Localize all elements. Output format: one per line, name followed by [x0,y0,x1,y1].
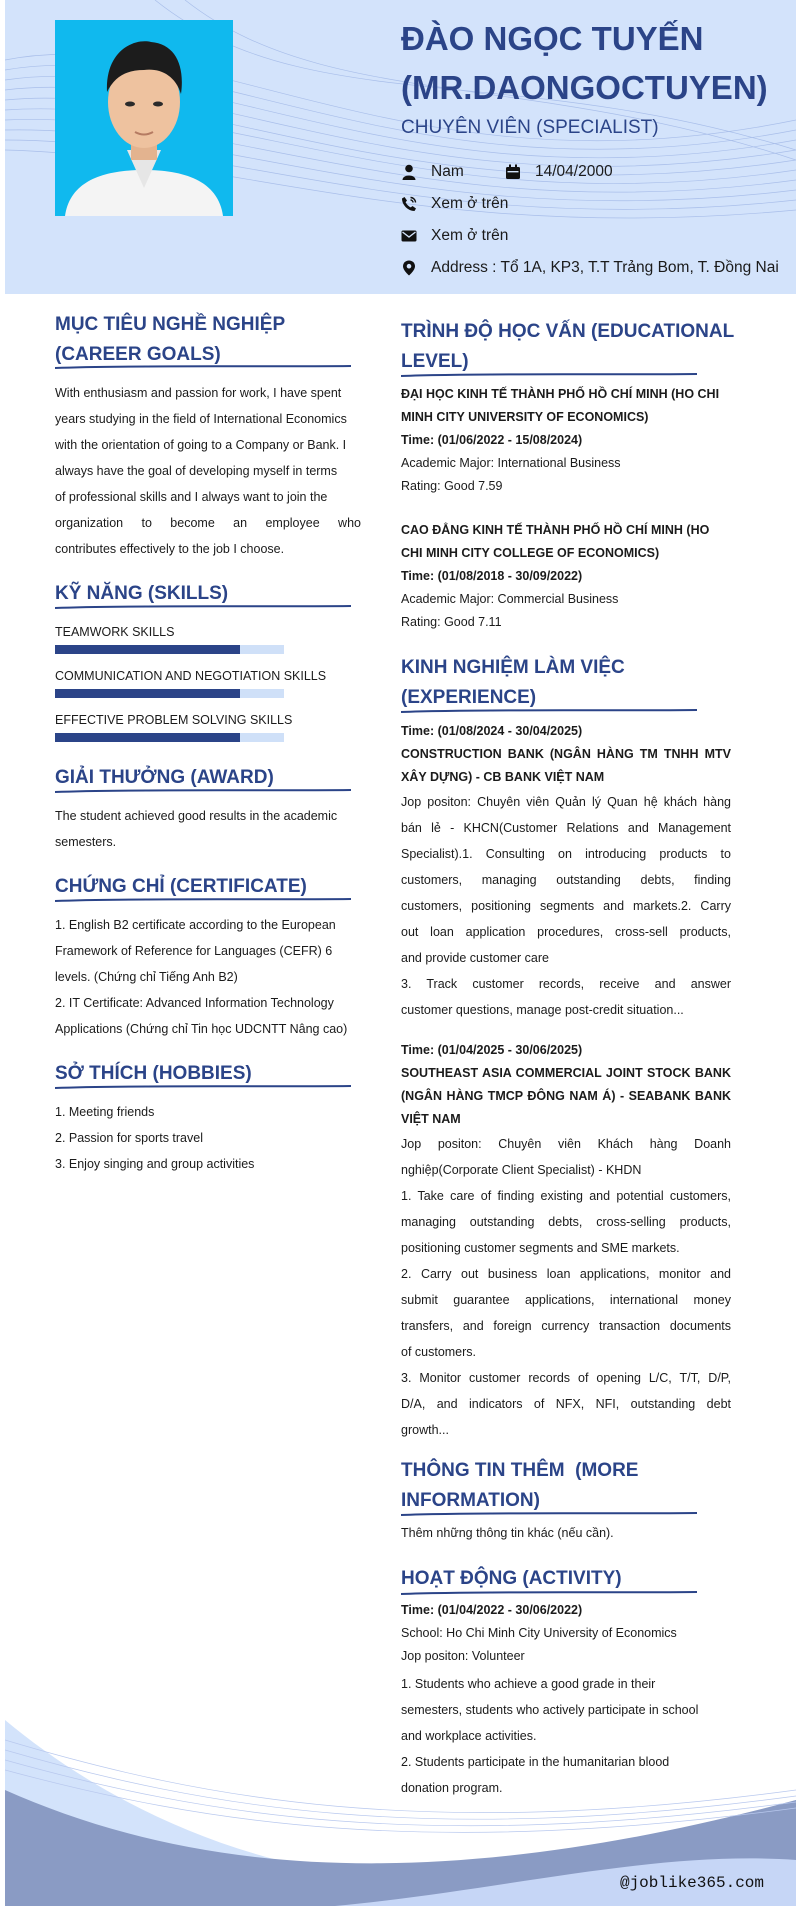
experience-desc-line: Jop positon: Chuyên viên Khách hàng Doanh [401,1137,731,1151]
education-major: Academic Major: Commercial Business [401,592,619,606]
candidate-name [401,14,791,112]
address-value: Address : Tổ 1A, KP3, T.T Trảng Bom, T. Đồng Nai [431,259,779,276]
career-goals-line: contributes effectively to the job I choose. [55,542,285,556]
experience-desc-line: customers, positioning segments and markets.2. Carry [401,899,731,913]
header [5,0,796,294]
education-time: Time: (01/06/2022 - 15/08/2024) [401,433,583,447]
activity-title: HOẠT ĐỘNG (ACTIVITY) [401,1568,622,1589]
career-goals-title [55,310,285,370]
more-info-title-line-1: THÔNG TIN THÊM (MORE [401,1460,639,1481]
certificate-line: Framework of Reference for Languages (CEFR) 6 [55,944,333,958]
hobbies-underline [55,1084,351,1090]
avatar-photo [55,20,233,216]
company-name: (NGÂN HÀNG TMCP ĐÔNG NAM Á) - SEABANK BANK [401,1089,731,1103]
activity-time: Time: (01/04/2022 - 30/06/2022) [401,1603,583,1617]
experience-desc-line: customer questions, manage post-credit situation... [401,1003,684,1017]
skill-bar-fill [55,689,240,698]
skill-name: TEAMWORK SKILLS [55,625,175,639]
experience-desc-line: transfers, and foreign currency transaction documents [401,1319,731,1333]
certificate-line: levels. (Chứng chỉ Tiếng Anh B2) [55,970,238,984]
birthday-value: 14/04/2000 [535,163,613,180]
activity-line: semesters, students who actively participate in school [401,1703,699,1717]
career-goals-line: of professional skills and I always want to join the [55,490,328,504]
certificate-line: Applications (Chứng chỉ Tin học UDCNTT Nâng cao) [55,1022,348,1036]
experience-desc-line: bán lẻ - KHCN(Customer Relations and Management [401,821,731,835]
experience-underline [401,708,697,714]
company-name: XÂY DỰNG) - CB BANK VIỆT NAM [401,770,605,784]
hobby-item: 3. Enjoy singing and group activities [55,1157,255,1171]
school-name: ĐẠI HỌC KINH TẾ THÀNH PHỐ HỒ CHÍ MINH (HO CHI [401,387,720,401]
hobbies-text [55,1099,361,1177]
career-goals-title-line-1: MỤC TIÊU NGHỀ NGHIỆP [55,314,286,335]
activity-line: 2. Students participate in the humanitarian blood [401,1755,670,1769]
experience-desc-line: 2. Carry out business loan applications, monitor and [401,1267,731,1281]
certificate-title: CHỨNG CHỈ (CERTIFICATE) [55,876,307,897]
experience-time: Time: (01/04/2025 - 30/06/2025) [401,1043,583,1057]
experience-desc-line: 1. Take care of finding existing and potential customers, [401,1189,731,1203]
education-rating: Rating: Good 7.11 [401,615,502,629]
gender-value: Nam [431,163,464,180]
experience-desc-line: D/A, and indicators of NFX, NFI, outstanding debt [401,1397,731,1411]
certificate-line: 1. English B2 certificate according to the European [55,918,336,932]
activity-description [401,1671,731,1801]
certificate-underline [55,897,351,903]
career-goals-line: years studying in the field of International Economics [55,412,347,426]
experience-desc-line: out loan application procedures, cross-sell products, [401,925,731,939]
education-entry [401,519,731,634]
experience-desc-line: and provide customer care [401,951,549,965]
activity-school: School: Ho Chi Minh City University of Economics [401,1626,677,1640]
activity-line: 1. Students who achieve a good grade in their [401,1677,656,1691]
award-title: GIẢI THƯỞNG (AWARD) [55,767,274,788]
activity-position: Jop positon: Volunteer [401,1649,525,1663]
experience-desc-line: of customers. [401,1345,477,1359]
skills-title: KỸ NĂNG (SKILLS) [55,583,229,604]
skill-bar [55,645,284,654]
education-underline [401,372,697,378]
more-info-underline [401,1511,697,1517]
phone-icon [401,196,417,212]
location-pin-icon [401,260,417,276]
experience-title-line-2: (EXPERIENCE) [401,687,537,708]
experience-desc-line: customers, managing outstanding debts, finding [401,873,731,887]
skill-name: COMMUNICATION AND NEGOTIATION SKILLS [55,669,327,683]
experience-entry [401,1039,731,1131]
experience-time: Time: (01/08/2024 - 30/04/2025) [401,724,583,738]
education-title-line-1: TRÌNH ĐỘ HỌC VẤN (EDUCATIONAL [401,321,735,342]
more-info-text: Thêm những thông tin khác (nếu cần). [401,1526,614,1540]
company-name: CONSTRUCTION BANK (NGÂN HÀNG TM TNHH MTV [401,747,731,761]
cv-page [5,0,796,1906]
company-name: VIỆT NAM [401,1112,461,1126]
experience-desc-line: positioning customer segments and SME markets. [401,1241,680,1255]
experience-title [401,653,625,713]
experience-desc-line: nghiệp(Corporate Client Specialist) - KHDN [401,1163,642,1177]
more-info-title [401,1456,638,1516]
experience-desc-line: Specialist).1. Consulting on introducing products to [401,847,731,861]
education-title [401,317,734,377]
award-line: The student achieved good results in the academic [55,809,338,823]
company-name: SOUTHEAST ASIA COMMERCIAL JOINT STOCK BANK [401,1066,731,1080]
skill-bar [55,689,284,698]
career-goals-line: organization to become an employee who [55,516,361,530]
experience-description [401,789,731,1023]
experience-desc-line: Jop positon: Chuyên viên Quản lý Quan hệ khách hàng [401,795,731,809]
experience-desc-line: submit guarantee applications, international money [401,1293,731,1307]
job-position: CHUYÊN VIÊN (SPECIALIST) [401,117,659,138]
experience-description [401,1131,731,1443]
activity-line: donation program. [401,1781,503,1795]
calendar-icon [505,164,521,180]
education-title-line-2: LEVEL) [401,351,469,372]
hobby-item: 1. Meeting friends [55,1105,155,1119]
more-info-title-line-2: INFORMATION) [401,1490,540,1511]
award-underline [55,788,351,794]
award-text [55,803,361,855]
school-name: CAO ĐẲNG KINH TẾ THÀNH PHỐ HỒ CHÍ MINH (HO [401,523,710,537]
award-line: semesters. [55,835,117,849]
certificate-text [55,912,361,1042]
career-goals-line: With enthusiasm and passion for work, I have spent [55,386,342,400]
career-goals-line: always have the goal of developing myself in terms [55,464,338,478]
experience-desc-line: growth... [401,1423,449,1437]
certificate-line: 2. IT Certificate: Advanced Information Technology [55,996,334,1010]
experience-desc-line: managing outstanding debts, cross-selling products, [401,1215,731,1229]
skill-bar-fill [55,645,240,654]
envelope-icon [401,228,417,244]
hobby-item: 2. Passion for sports travel [55,1131,203,1145]
skill-bar-fill [55,733,240,742]
phone-value: Xem ở trên [431,195,509,212]
experience-desc-line: 3. Track customer records, receive and answer [401,977,731,991]
activity-header [401,1599,731,1668]
education-major: Academic Major: International Business [401,456,621,470]
experience-title-line-1: KINH NGHIỆM LÀM VIỆC [401,657,625,678]
career-goals-underline [55,364,351,370]
hobbies-title: SỞ THÍCH (HOBBIES) [55,1063,252,1084]
skills-underline [55,604,351,610]
career-goals-title-line-2: (CAREER GOALS) [55,344,221,365]
skill-name: EFFECTIVE PROBLEM SOLVING SKILLS [55,713,293,727]
career-goals-text [55,380,361,562]
education-entry [401,383,731,498]
experience-desc-line: 3. Monitor customer records of opening L/C, T/T, D/P, [401,1371,731,1385]
career-goals-line: with the orientation of going to a Company or Bank. I [55,438,347,452]
school-name: MINH CITY UNIVERSITY OF ECONOMICS) [401,410,649,424]
activity-line: and workplace activities. [401,1729,537,1743]
education-time: Time: (01/08/2018 - 30/09/2022) [401,569,583,583]
experience-entry [401,720,731,789]
name-line-2: (MR.DAONGOCTUYEN) [401,69,768,106]
education-rating: Rating: Good 7.59 [401,479,503,493]
activity-underline [401,1590,697,1596]
user-icon [401,164,417,180]
footer-watermark-url: @joblike365.com [619,1874,764,1892]
school-name: CHI MINH CITY COLLEGE OF ECONOMICS) [401,546,660,560]
name-line-1: ĐÀO NGỌC TUYẾN [401,20,704,57]
skill-bar [55,733,284,742]
email-value: Xem ở trên [431,227,509,244]
